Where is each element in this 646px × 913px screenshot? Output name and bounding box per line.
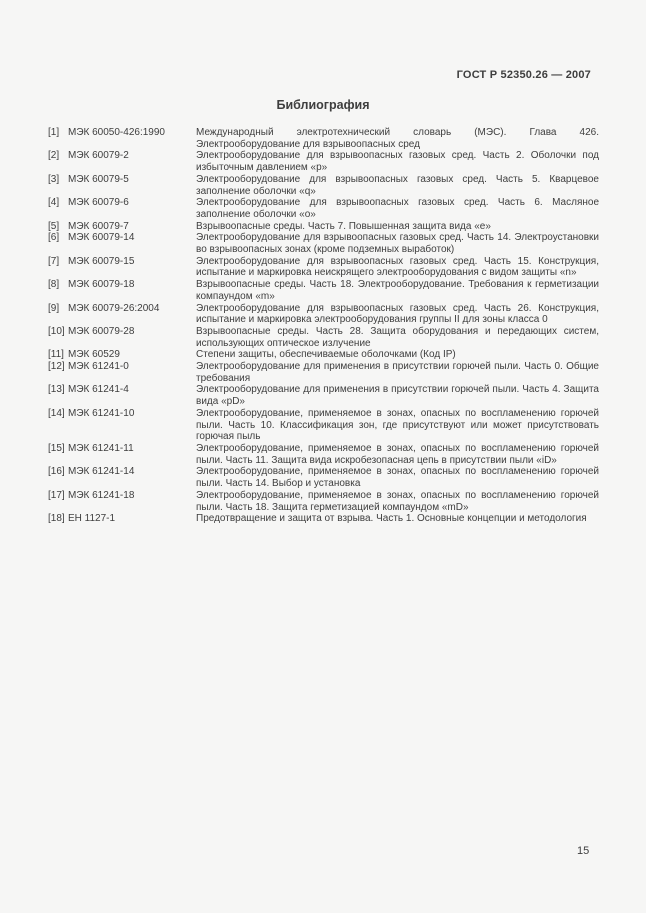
bibliography-entry [48, 408, 599, 443]
entry-standard-code: МЭК 60079-28 [68, 325, 135, 337]
entry-ref-number: [2] [48, 150, 60, 162]
entry-ref-number: [4] [48, 197, 60, 209]
bibliography-entry [48, 349, 599, 361]
entry-standard-code: МЭК 60079-14 [68, 232, 135, 244]
entry-ref-number: [6] [48, 232, 60, 244]
bibliography-entry [48, 384, 599, 407]
bibliography-entry [48, 361, 599, 384]
bibliography-entry [48, 279, 599, 302]
entry-standard-code: МЭК 60079-26:2004 [68, 302, 160, 314]
entry-description: Электрооборудование для применения в присутствии горючей пыли. Часть 4. Защита вида «pD» [196, 384, 599, 408]
entry-description: Электрооборудование, применяемое в зонах, опасных по воспламенению горючей пыли. Часть 10. Классификация зон, где присутствуют или может присутствовать горючая пыль [196, 407, 599, 443]
entry-description: Электрооборудование для применения в присутствии горючей пыли. Часть 0. Общие требования [196, 361, 599, 384]
entry-ref-number: [11] [48, 349, 64, 361]
entry-ref-number: [13] [48, 384, 65, 396]
entry-ref-number: [5] [48, 220, 60, 232]
entry-standard-code: МЭК 60079-5 [68, 173, 129, 185]
bibliography-entry [48, 174, 599, 197]
entry-ref-number: [15] [48, 442, 65, 454]
entry-standard-code: МЭК 61241-4 [68, 384, 129, 396]
entry-ref-number: [12] [48, 361, 65, 373]
entry-ref-number: [7] [48, 255, 60, 267]
entry-description: Предотвращение и защита от взрыва. Часть 1. Основные концепции и методология [196, 513, 587, 525]
entry-ref-number: [3] [48, 173, 60, 185]
entry-ref-number: [18] [48, 513, 65, 525]
bibliography-entry [48, 303, 599, 326]
bibliography-entry [48, 513, 599, 525]
entry-standard-code: МЭК 61241-0 [68, 361, 129, 373]
entry-standard-code: МЭК 61241-18 [68, 489, 135, 501]
entry-standard-code: МЭК 60079-2 [68, 150, 129, 162]
entry-ref-number: [8] [48, 279, 60, 291]
entry-standard-code: МЭК 61241-11 [68, 442, 134, 454]
bibliography-entry [48, 127, 599, 150]
entry-description: Электрооборудование для взрывоопасных газовых сред. Часть 5. Кварцевое заполнение оболочки «q» [196, 173, 599, 197]
bibliography-entry [48, 326, 599, 349]
bibliography-entry [48, 256, 599, 279]
page-number: 15 [577, 845, 590, 857]
entry-standard-code: МЭК 60079-18 [68, 279, 135, 291]
entry-description: Электрооборудование для взрывоопасных газовых сред. Часть 26. Конструкция, испытание и маркировка электрооборудования группы II для зоны класса 0 [196, 302, 599, 326]
entry-ref-number: [10] [48, 325, 65, 337]
entry-description: Электрооборудование для взрывоопасных газовых сред. Часть 14. Электроустановки во взрывоопасных зонах (кроме подземных выработок) [196, 232, 599, 256]
entry-description: Электрооборудование для взрывоопасных газовых сред. Часть 6. Масляное заполнение оболочки «o» [196, 197, 599, 220]
bibliography-list [48, 127, 599, 525]
entry-standard-code: МЭК 60079-7 [68, 220, 129, 232]
document-standard-header: ГОСТ Р 52350.26 — 2007 [456, 69, 591, 81]
bibliography-entry [48, 221, 599, 233]
entry-description: Взрывоопасные среды. Часть 18. Электрооборудование. Требования к герметизации компаундом «m» [196, 279, 599, 302]
entry-description: Электрооборудование для взрывоопасных газовых сред. Часть 2. Оболочки под избыточным давлением «р» [196, 150, 599, 174]
bibliography-entry [48, 197, 599, 220]
entry-description: Электрооборудование, применяемое в зонах, опасных по воспламенению горючей пыли. Часть 18. Защита герметизацией компаундом «mD» [196, 489, 599, 513]
bibliography-entry [48, 443, 599, 466]
entry-ref-number: [1] [48, 127, 60, 138]
bibliography-entry [48, 490, 599, 513]
entry-description: Степени защиты, обеспечиваемые оболочками (Код IP) [196, 349, 456, 361]
bibliography-entry [48, 466, 599, 489]
entry-description: Международный электротехнический словарь (МЭС). Глава 426. Электрооборудование для взрывоопасных сред [196, 127, 599, 150]
entry-standard-code: МЭК 61241-14 [68, 466, 135, 478]
page-title: Библиография [276, 98, 370, 112]
entry-standard-code: ЕН 1127-1 [68, 513, 116, 525]
entry-standard-code: МЭК 60529 [68, 349, 120, 361]
entry-standard-code: МЭК 60079-15 [68, 255, 135, 267]
entry-ref-number: [14] [48, 407, 65, 419]
entry-ref-number: [9] [48, 302, 60, 314]
entry-description: Электрооборудование для взрывоопасных газовых сред. Часть 15. Конструкция, испытание и маркировка неискрящего электрооборудования с видом защиты «n» [196, 255, 599, 279]
entry-standard-code: МЭК 61241-10 [68, 407, 135, 419]
entry-description: Электрооборудование, применяемое в зонах, опасных по воспламенению горючей пыли. Часть 11. Защита вида искробезопасная цепь в присутствии пыли «iD» [196, 442, 599, 466]
entry-standard-code: МЭК 60050-426:1990 [68, 127, 165, 138]
entry-description: Взрывоопасные среды. Часть 7. Повышенная защита вида «е» [196, 220, 491, 232]
bibliography-entry [48, 150, 599, 173]
entry-standard-code: МЭК 60079-6 [68, 197, 129, 209]
bibliography-entry [48, 232, 599, 255]
entry-ref-number: [17] [48, 489, 65, 501]
entry-ref-number: [16] [48, 466, 65, 478]
entry-description: Электрооборудование, применяемое в зонах, опасных по воспламенению горючей пыли. Часть 14. Выбор и установка [196, 466, 599, 490]
entry-description: Взрывоопасные среды. Часть 28. Защита оборудования и передающих систем, использующих оптическое излучение [196, 325, 599, 349]
